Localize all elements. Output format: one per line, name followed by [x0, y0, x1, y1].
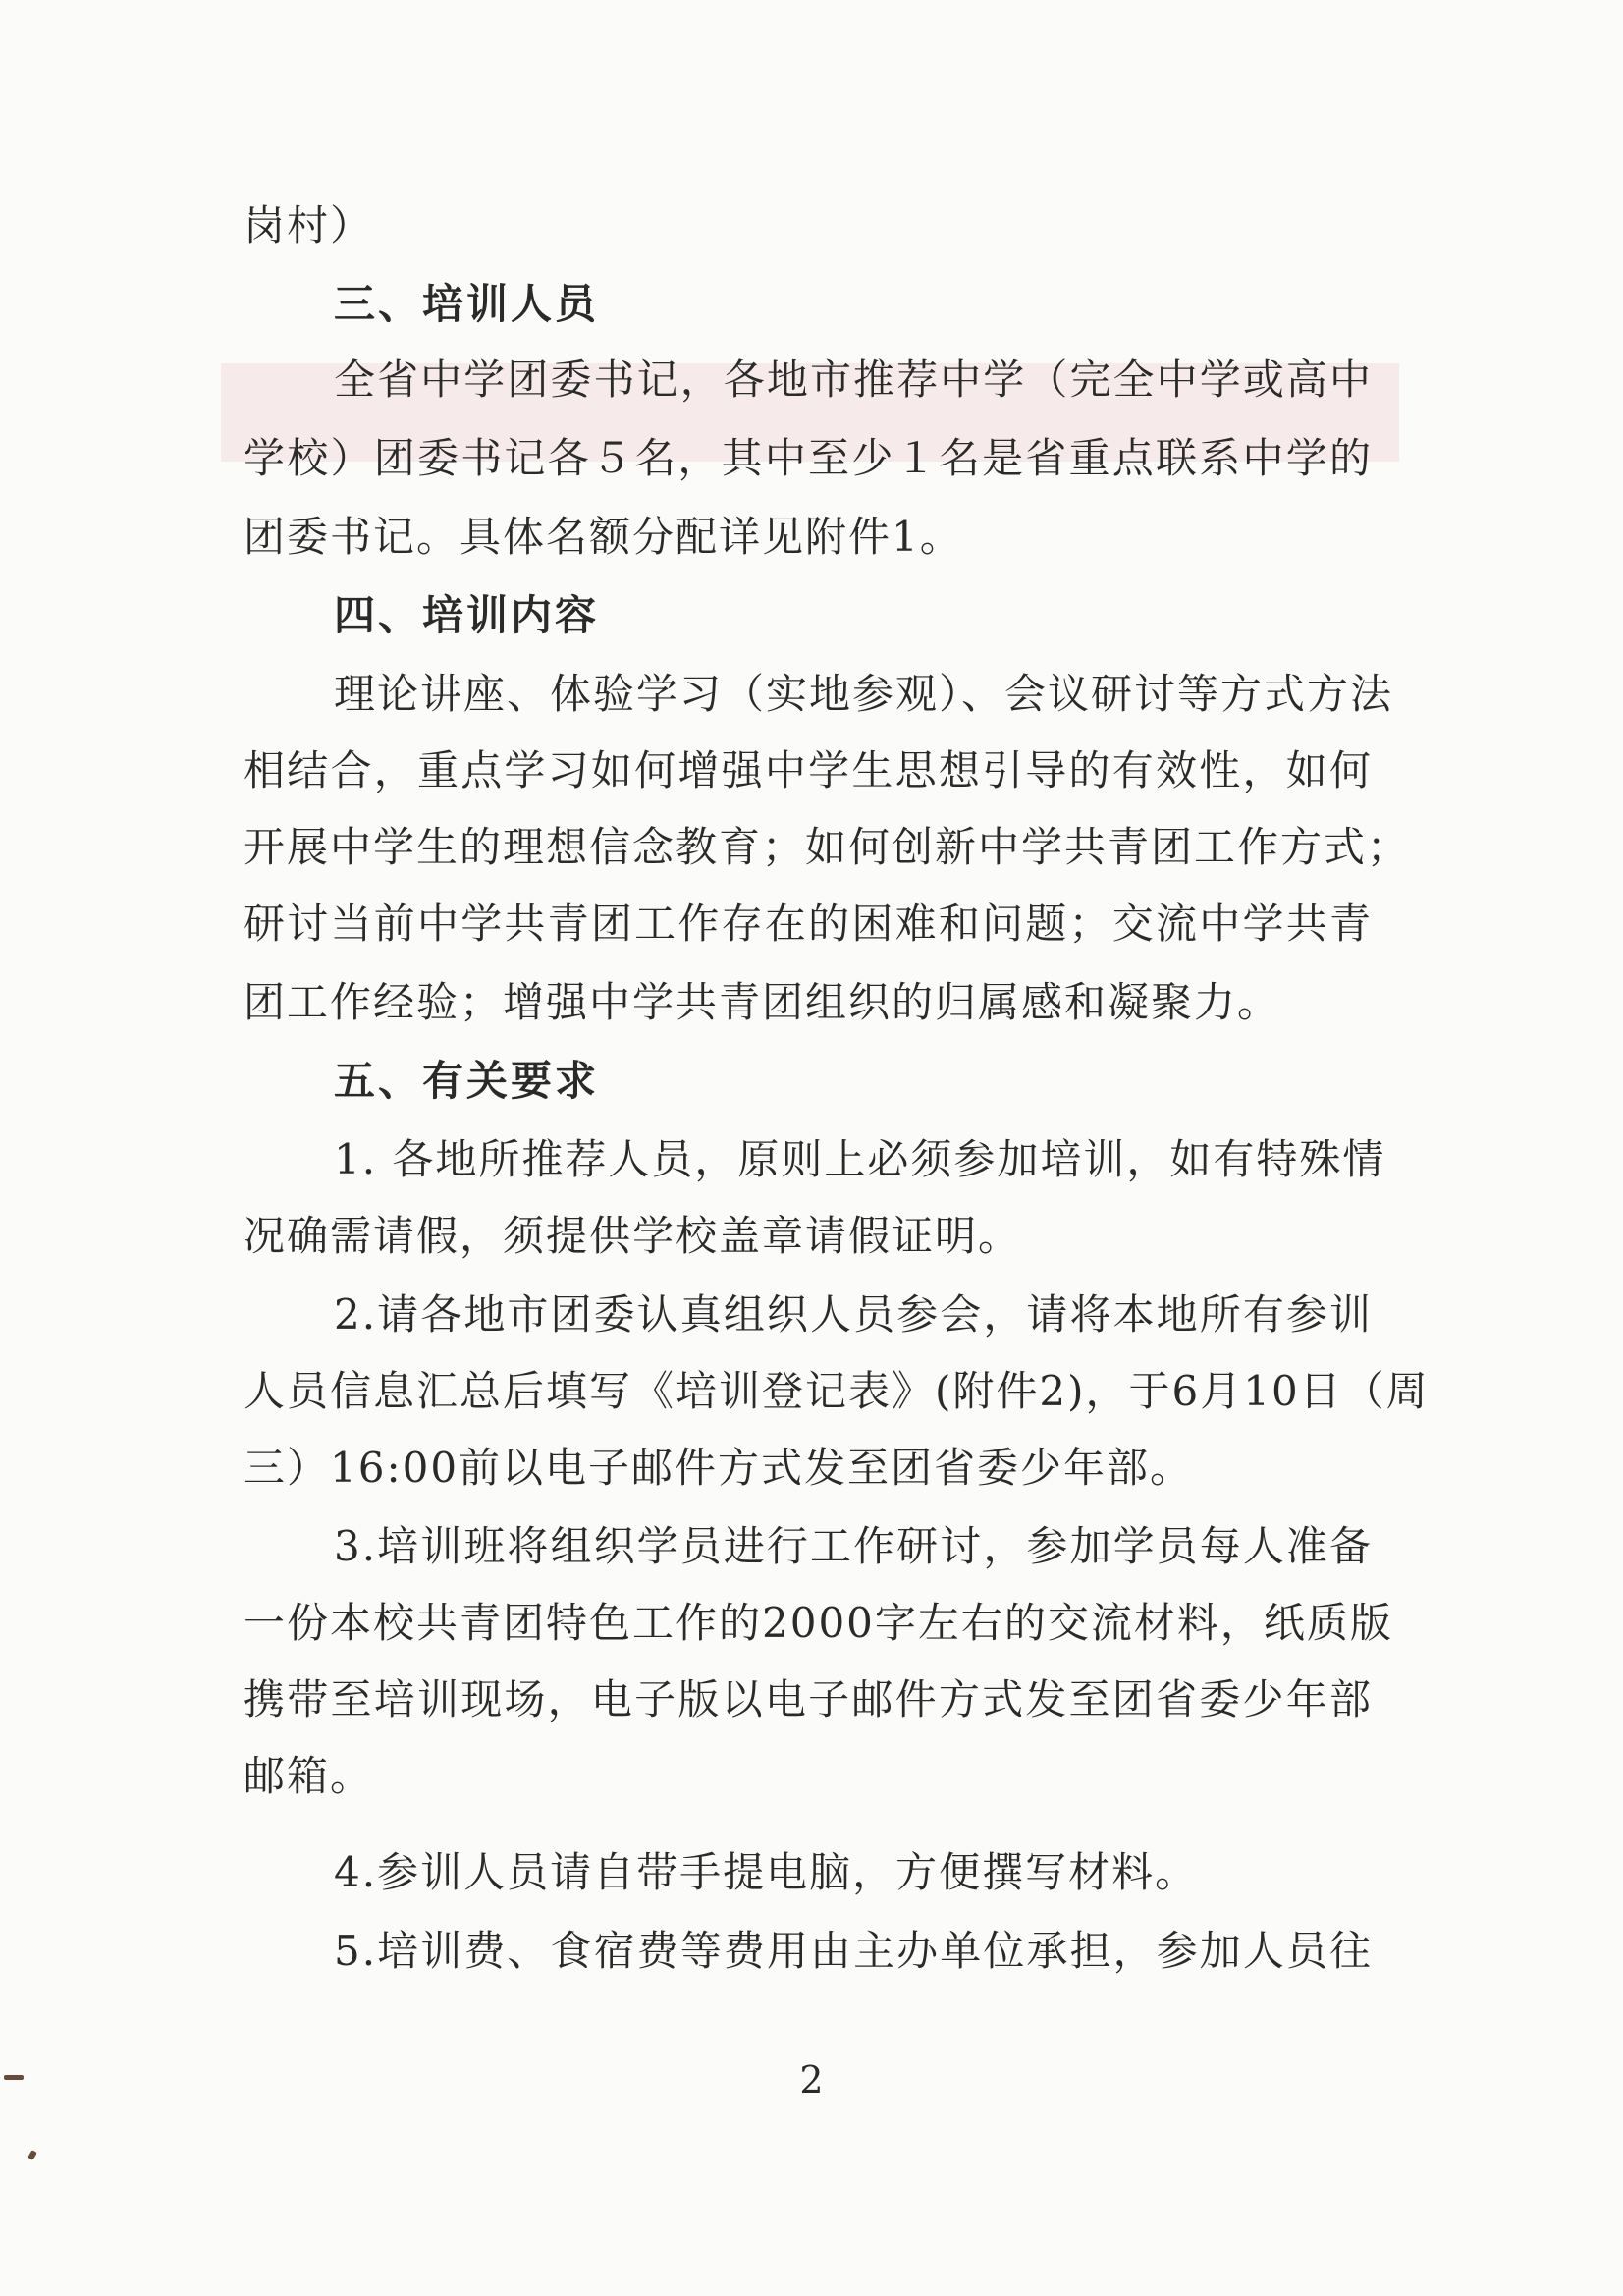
paragraph-line: 全省中学团委书记，各地市推荐中学（完全中学或高中 [334, 355, 1373, 404]
section-heading-requirements: 五、有关要求 [334, 1057, 600, 1105]
paragraph-line: 三）16:00前以电子邮件方式发至团省委少年部。 [243, 1444, 1194, 1492]
paragraph-line: 学校）团委书记各５名，其中至少１名是省重点联系中学的 [243, 434, 1373, 482]
paragraph-line: 开展中学生的理想信念教育；如何创新中学共青团工作方式； [243, 823, 1411, 871]
paragraph-line: 团工作经验；增强中学共青团组织的归属感和凝聚力。 [243, 978, 1281, 1026]
paragraph-line: 理论讲座、体验学习（实地参观）、会议研讨等方式方法 [334, 670, 1394, 718]
text-line: 岗村） [243, 201, 374, 249]
page-number: 2 [799, 2058, 824, 2102]
section-heading-content: 四、培训内容 [334, 591, 600, 639]
paragraph-line: 相结合，重点学习如何增强中学生思想引导的有效性，如何 [243, 746, 1373, 794]
scan-speck [27, 2150, 37, 2160]
paragraph-line: 4.参训人员请自带手提电脑，方便撰写材料。 [334, 1848, 1199, 1896]
paragraph-line: 2.请各地市团委认真组织人员参会，请将本地所有参训 [334, 1290, 1373, 1339]
section-heading-trainees: 三、培训人员 [334, 280, 600, 328]
paragraph-line: 人员信息汇总后填写《培训登记表》(附件2)，于6月10日（周 [243, 1367, 1430, 1415]
paragraph-line: 携带至培训现场，电子版以电子邮件方式发至团省委少年部 [243, 1675, 1373, 1723]
paragraph-line: 5.培训费、食宿费等费用由主办单位承担，参加人员往 [334, 1927, 1373, 1975]
paragraph-line: 团委书记。具体名额分配详见附件1。 [243, 513, 963, 561]
scan-speck [4, 2075, 24, 2080]
paragraph-line: 3.培训班将组织学员进行工作研讨，参加学员每人准备 [334, 1522, 1373, 1570]
paragraph-line: 研讨当前中学共青团工作存在的困难和问题；交流中学共青 [243, 900, 1373, 948]
paragraph-line: 况确需请假，须提供学校盖章请假证明。 [243, 1212, 1022, 1260]
paragraph-line: 一份本校共青团特色工作的2000字左右的交流材料，纸质版 [243, 1599, 1393, 1647]
paragraph-line: 邮箱。 [243, 1752, 374, 1800]
paragraph-line: 1. 各地所推荐人员，原则上必须参加培训，如有特殊情 [334, 1135, 1386, 1183]
